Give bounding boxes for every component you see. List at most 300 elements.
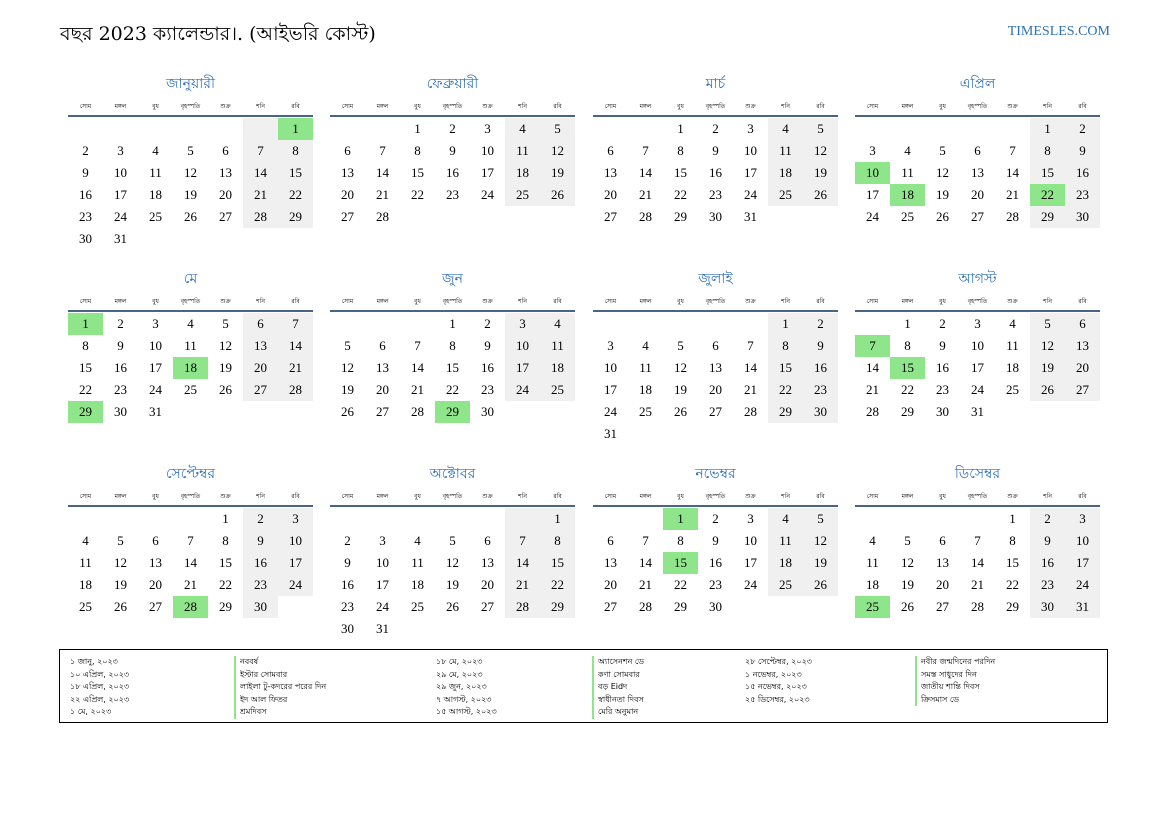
holiday-name: সমস্ত সাধুদের দিন	[915, 669, 995, 682]
holiday-day-cell: 29	[68, 401, 103, 423]
month-name: মে	[183, 271, 198, 287]
day-cell: 25	[768, 184, 803, 206]
day-cell: 8	[414, 143, 421, 158]
empty-cell	[960, 508, 995, 530]
day-cell: 15	[446, 360, 459, 375]
day-cell: 13	[341, 165, 354, 180]
empty-cell	[593, 118, 628, 140]
day-cell: 20	[219, 187, 232, 202]
day-cell: 1	[414, 121, 421, 136]
day-cell: 17	[114, 187, 127, 202]
day-cell: 7	[642, 533, 649, 548]
day-cell: 8	[540, 530, 575, 552]
day-cell: 10	[744, 143, 757, 158]
holiday-name: ক্রিসমাস ডে	[915, 694, 995, 707]
day-cell: 5	[344, 338, 351, 353]
holiday-names-col3	[915, 656, 995, 706]
weekday-label: রবি	[816, 103, 825, 110]
weekday-header	[855, 101, 1100, 117]
day-cell: 27	[604, 209, 617, 224]
day-cell: 11	[411, 555, 424, 570]
day-cell: 2	[484, 316, 491, 331]
day-cell: 11	[639, 360, 652, 375]
day-cell: 12	[114, 555, 127, 570]
day-cell: 6	[379, 338, 386, 353]
day-cell: 26	[674, 404, 687, 419]
day-cell: 23	[1030, 574, 1065, 596]
day-cell: 27	[219, 209, 232, 224]
weekday-header	[330, 296, 575, 312]
month-block	[855, 463, 1100, 618]
empty-cell	[138, 508, 173, 530]
holiday-name: স্বাধীনতা দিবস	[592, 694, 644, 707]
holiday-name: নবীর জন্মদিনের পরদিন	[915, 656, 995, 669]
day-cell: 20	[243, 357, 278, 379]
day-cell: 7	[243, 140, 278, 162]
weekday-label: শুক্র	[1007, 493, 1018, 500]
holiday-dates-col2	[436, 656, 497, 719]
empty-cell	[505, 508, 540, 530]
day-cell: 24	[604, 404, 617, 419]
day-cell: 8	[1009, 533, 1016, 548]
day-cell: 4	[904, 143, 911, 158]
day-cell: 31	[604, 426, 617, 441]
weekday-label: রবি	[816, 493, 825, 500]
holiday-name: অ্যাসেনশন ডে	[592, 656, 644, 669]
day-cell: 10	[505, 335, 540, 357]
day-cell: 18	[79, 577, 92, 592]
day-cell: 20	[376, 382, 389, 397]
day-cell: 2	[803, 313, 838, 335]
day-cell: 12	[446, 555, 459, 570]
days-grid	[593, 313, 838, 445]
empty-cell	[435, 508, 470, 530]
day-cell: 19	[1030, 357, 1065, 379]
day-cell: 5	[222, 316, 229, 331]
day-cell: 15	[411, 165, 424, 180]
holiday-day-cell: 25	[855, 596, 890, 618]
weekday-label: বৃহস্পতি	[180, 103, 201, 110]
day-cell: 24	[744, 577, 757, 592]
day-cell: 29	[674, 599, 687, 614]
weekday-label: বুধ	[414, 298, 421, 305]
day-cell: 16	[709, 555, 722, 570]
day-cell: 20	[149, 577, 162, 592]
day-cell: 16	[709, 165, 722, 180]
weekday-label: বৃহস্পতি	[442, 493, 463, 500]
day-cell: 22	[540, 574, 575, 596]
weekday-header	[593, 491, 838, 507]
day-cell: 6	[344, 143, 351, 158]
weekday-label: বৃহস্পতি	[180, 298, 201, 305]
weekday-label: মঙ্গল	[639, 103, 652, 110]
day-cell: 3	[117, 143, 124, 158]
day-cell: 20	[1065, 357, 1100, 379]
holiday-day-cell: 1	[68, 313, 103, 335]
day-cell: 3	[379, 533, 386, 548]
weekday-label: বৃহস্পতি	[967, 493, 988, 500]
day-cell: 6	[243, 313, 278, 335]
weekday-label: মঙ্গল	[901, 298, 914, 305]
day-cell: 28	[744, 404, 757, 419]
day-cell: 20	[604, 187, 617, 202]
weekday-label: সোম	[604, 298, 617, 305]
day-cell: 15	[1030, 162, 1065, 184]
day-cell: 30	[1065, 206, 1100, 228]
weekday-label: শনি	[256, 493, 265, 500]
days-grid	[330, 313, 575, 423]
holiday-day-cell: 28	[173, 596, 208, 618]
day-cell: 15	[1006, 555, 1019, 570]
holiday-day-cell: 29	[435, 401, 470, 423]
day-cell: 29	[674, 209, 687, 224]
holiday-day-cell: 18	[890, 184, 925, 206]
day-cell: 5	[117, 533, 124, 548]
empty-cell	[330, 508, 365, 530]
day-cell: 3	[974, 316, 981, 331]
day-cell: 22	[446, 382, 459, 397]
weekday-label: সোম	[79, 298, 92, 305]
day-cell: 13	[149, 555, 162, 570]
day-cell: 19	[803, 162, 838, 184]
day-cell: 9	[82, 165, 89, 180]
day-cell: 14	[243, 162, 278, 184]
day-cell: 13	[481, 555, 494, 570]
day-cell: 17	[1065, 552, 1100, 574]
holiday-names-col1	[234, 656, 326, 719]
empty-cell	[925, 508, 960, 530]
day-cell: 19	[341, 382, 354, 397]
weekday-header	[330, 491, 575, 507]
month-name: নভেম্বর	[695, 466, 736, 482]
holiday-name: ইদ আল ফিতর	[234, 694, 326, 707]
day-cell: 28	[866, 404, 879, 419]
day-cell: 13	[243, 335, 278, 357]
weekday-header	[68, 296, 313, 312]
weekday-label: রবি	[1078, 298, 1087, 305]
day-cell: 17	[376, 577, 389, 592]
day-cell: 13	[709, 360, 722, 375]
day-cell: 22	[1006, 577, 1019, 592]
day-cell: 6	[484, 533, 491, 548]
weekday-label: শনি	[781, 298, 790, 305]
day-cell: 2	[712, 511, 719, 526]
day-cell: 11	[1006, 338, 1019, 353]
month-block	[593, 463, 838, 618]
day-cell: 1	[904, 316, 911, 331]
weekday-label: রবি	[553, 298, 562, 305]
day-cell: 21	[639, 187, 652, 202]
day-cell: 28	[639, 599, 652, 614]
day-cell: 22	[219, 577, 232, 592]
weekday-label: শনি	[1043, 493, 1052, 500]
holiday-day-cell: 15	[663, 552, 698, 574]
day-cell: 31	[376, 621, 389, 636]
empty-cell	[890, 118, 925, 140]
day-cell: 24	[1065, 574, 1100, 596]
day-cell: 30	[709, 209, 722, 224]
weekday-label: শুক্র	[745, 493, 756, 500]
day-cell: 30	[481, 404, 494, 419]
day-cell: 2	[1065, 118, 1100, 140]
weekday-label: শনি	[1043, 103, 1052, 110]
weekday-label: শনি	[781, 103, 790, 110]
weekday-label: মঙ্গল	[639, 298, 652, 305]
day-cell: 1	[222, 511, 229, 526]
weekday-label: বুধ	[677, 493, 684, 500]
day-cell: 26	[803, 184, 838, 206]
weekday-label: মঙ্গল	[376, 298, 389, 305]
day-cell: 11	[768, 140, 803, 162]
holiday-date: ২৮ সেপ্টেম্বর, ২০২৩	[745, 657, 812, 666]
day-cell: 19	[936, 187, 949, 202]
day-cell: 18	[505, 162, 540, 184]
day-cell: 22	[674, 577, 687, 592]
weekday-label: বুধ	[939, 103, 946, 110]
day-cell: 3	[278, 508, 313, 530]
day-cell: 22	[901, 382, 914, 397]
day-cell: 2	[1030, 508, 1065, 530]
weekday-label: বৃহস্পতি	[705, 103, 726, 110]
weekday-label: শুক্র	[220, 103, 231, 110]
weekday-header	[68, 101, 313, 117]
day-cell: 10	[1065, 530, 1100, 552]
empty-cell	[890, 508, 925, 530]
day-cell: 29	[1006, 599, 1019, 614]
day-cell: 12	[219, 338, 232, 353]
day-cell: 30	[936, 404, 949, 419]
weekday-label: শুক্র	[220, 298, 231, 305]
month-block	[593, 73, 838, 228]
day-cell: 27	[376, 404, 389, 419]
day-cell: 10	[971, 338, 984, 353]
empty-cell	[855, 313, 890, 335]
day-cell: 22	[278, 184, 313, 206]
day-cell: 29	[768, 401, 803, 423]
weekday-header	[593, 296, 838, 312]
days-grid	[330, 508, 575, 640]
day-cell: 2	[117, 316, 124, 331]
day-cell: 17	[149, 360, 162, 375]
holiday-day-cell: 1	[278, 118, 313, 140]
day-cell: 5	[1030, 313, 1065, 335]
weekday-label: রবি	[291, 493, 300, 500]
day-cell: 13	[936, 555, 949, 570]
day-cell: 8	[222, 533, 229, 548]
holiday-day-cell: 22	[1030, 184, 1065, 206]
day-cell: 21	[243, 184, 278, 206]
day-cell: 2	[82, 143, 89, 158]
day-cell: 8	[278, 140, 313, 162]
day-cell: 11	[184, 338, 197, 353]
weekday-label: শনি	[518, 298, 527, 305]
days-grid	[330, 118, 575, 228]
day-cell: 30	[341, 621, 354, 636]
empty-cell	[855, 508, 890, 530]
day-cell: 20	[971, 187, 984, 202]
day-cell: 27	[709, 404, 722, 419]
day-cell: 10	[278, 530, 313, 552]
day-cell: 18	[1006, 360, 1019, 375]
weekday-label: রবি	[553, 103, 562, 110]
day-cell: 12	[540, 140, 575, 162]
day-cell: 5	[803, 508, 838, 530]
weekday-label: শুক্র	[220, 493, 231, 500]
day-cell: 28	[1006, 209, 1019, 224]
empty-cell	[173, 508, 208, 530]
site-link[interactable]: TIMESLES.COM	[1007, 24, 1110, 39]
empty-cell	[855, 118, 890, 140]
day-cell: 20	[936, 577, 949, 592]
day-cell: 27	[936, 599, 949, 614]
month-name: এপ্রিল	[959, 76, 996, 92]
day-cell: 4	[540, 313, 575, 335]
day-cell: 19	[901, 577, 914, 592]
day-cell: 16	[803, 357, 838, 379]
day-cell: 12	[901, 555, 914, 570]
day-cell: 4	[869, 533, 876, 548]
month-name: জানুয়ারী	[166, 76, 215, 92]
day-cell: 20	[481, 577, 494, 592]
day-cell: 18	[768, 162, 803, 184]
day-cell: 26	[803, 574, 838, 596]
day-cell: 30	[243, 596, 278, 618]
empty-cell	[925, 118, 960, 140]
weekday-header	[593, 101, 838, 117]
day-cell: 9	[344, 555, 351, 570]
weekday-label: বুধ	[152, 493, 159, 500]
day-cell: 2	[712, 121, 719, 136]
day-cell: 5	[540, 118, 575, 140]
empty-cell	[68, 118, 103, 140]
holiday-date: ২৫ ডিসেম্বর, ২০২৩	[745, 694, 810, 704]
day-cell: 1	[1009, 511, 1016, 526]
empty-cell	[628, 508, 663, 530]
day-cell: 8	[768, 335, 803, 357]
weekday-label: মঙ্গল	[901, 103, 914, 110]
day-cell: 25	[768, 574, 803, 596]
days-grid	[68, 313, 313, 423]
day-cell: 7	[414, 338, 421, 353]
day-cell: 1	[1030, 118, 1065, 140]
weekday-label: শনি	[518, 103, 527, 110]
day-cell: 14	[744, 360, 757, 375]
day-cell: 9	[1030, 530, 1065, 552]
day-cell: 11	[866, 555, 879, 570]
weekday-label: মঙ্গল	[639, 493, 652, 500]
holiday-day-cell: 1	[663, 508, 698, 530]
day-cell: 14	[971, 555, 984, 570]
month-name: মার্চ	[705, 76, 726, 92]
day-cell: 21	[744, 382, 757, 397]
day-cell: 1	[540, 508, 575, 530]
day-cell: 27	[1065, 379, 1100, 401]
day-cell: 28	[243, 206, 278, 228]
holiday-date: ১০ এপ্রিল, ২০২৩	[70, 669, 130, 679]
day-cell: 8	[677, 143, 684, 158]
month-name: জুলাই	[698, 271, 733, 287]
day-cell: 6	[222, 143, 229, 158]
weekday-label: বৃহস্পতি	[967, 103, 988, 110]
day-cell: 24	[114, 209, 127, 224]
day-cell: 16	[79, 187, 92, 202]
day-cell: 5	[677, 338, 684, 353]
day-cell: 25	[1006, 382, 1019, 397]
day-cell: 23	[79, 209, 92, 224]
empty-cell	[628, 313, 663, 335]
day-cell: 3	[607, 338, 614, 353]
day-cell: 17	[505, 357, 540, 379]
day-cell: 15	[219, 555, 232, 570]
day-cell: 31	[149, 404, 162, 419]
day-cell: 3	[505, 313, 540, 335]
weekday-label: শনি	[256, 103, 265, 110]
day-cell: 24	[866, 209, 879, 224]
days-grid	[593, 508, 838, 618]
day-cell: 7	[747, 338, 754, 353]
day-cell: 21	[971, 577, 984, 592]
month-block	[330, 268, 575, 423]
day-cell: 19	[803, 552, 838, 574]
empty-cell	[330, 118, 365, 140]
weekday-label: রবি	[553, 493, 562, 500]
day-cell: 11	[540, 335, 575, 357]
weekday-label: মঙ্গল	[376, 493, 389, 500]
day-cell: 3	[484, 121, 491, 136]
weekday-label: সোম	[341, 493, 354, 500]
day-cell: 3	[747, 121, 754, 136]
day-cell: 7	[278, 313, 313, 335]
day-cell: 16	[1065, 162, 1100, 184]
day-cell: 14	[866, 360, 879, 375]
day-cell: 11	[901, 165, 914, 180]
empty-cell	[593, 313, 628, 335]
day-cell: 22	[768, 379, 803, 401]
day-cell: 13	[376, 360, 389, 375]
holiday-name: ইস্টার সোমবার	[234, 669, 326, 682]
day-cell: 12	[936, 165, 949, 180]
day-cell: 24	[278, 574, 313, 596]
day-cell: 21	[184, 577, 197, 592]
day-cell: 14	[184, 555, 197, 570]
day-cell: 27	[481, 599, 494, 614]
month-block	[330, 463, 575, 640]
day-cell: 26	[184, 209, 197, 224]
holiday-date: ১৫ নভেম্বর, ২০২৩	[745, 682, 807, 691]
day-cell: 17	[866, 187, 879, 202]
day-cell: 22	[79, 382, 92, 397]
day-cell: 15	[674, 165, 687, 180]
day-cell: 6	[152, 533, 159, 548]
day-cell: 17	[604, 382, 617, 397]
day-cell: 19	[114, 577, 127, 592]
day-cell: 23	[114, 382, 127, 397]
month-block	[593, 268, 838, 445]
day-cell: 10	[604, 360, 617, 375]
day-cell: 11	[768, 530, 803, 552]
day-cell: 19	[540, 162, 575, 184]
day-cell: 24	[481, 187, 494, 202]
empty-cell	[733, 313, 768, 335]
day-cell: 25	[505, 184, 540, 206]
weekday-label: সোম	[341, 103, 354, 110]
day-cell: 12	[341, 360, 354, 375]
weekday-label: শনি	[518, 493, 527, 500]
day-cell: 18	[411, 577, 424, 592]
holiday-date: ১৮ মে, ২০২৩	[436, 657, 483, 666]
holiday-day-cell: 15	[890, 357, 925, 379]
day-cell: 24	[376, 599, 389, 614]
